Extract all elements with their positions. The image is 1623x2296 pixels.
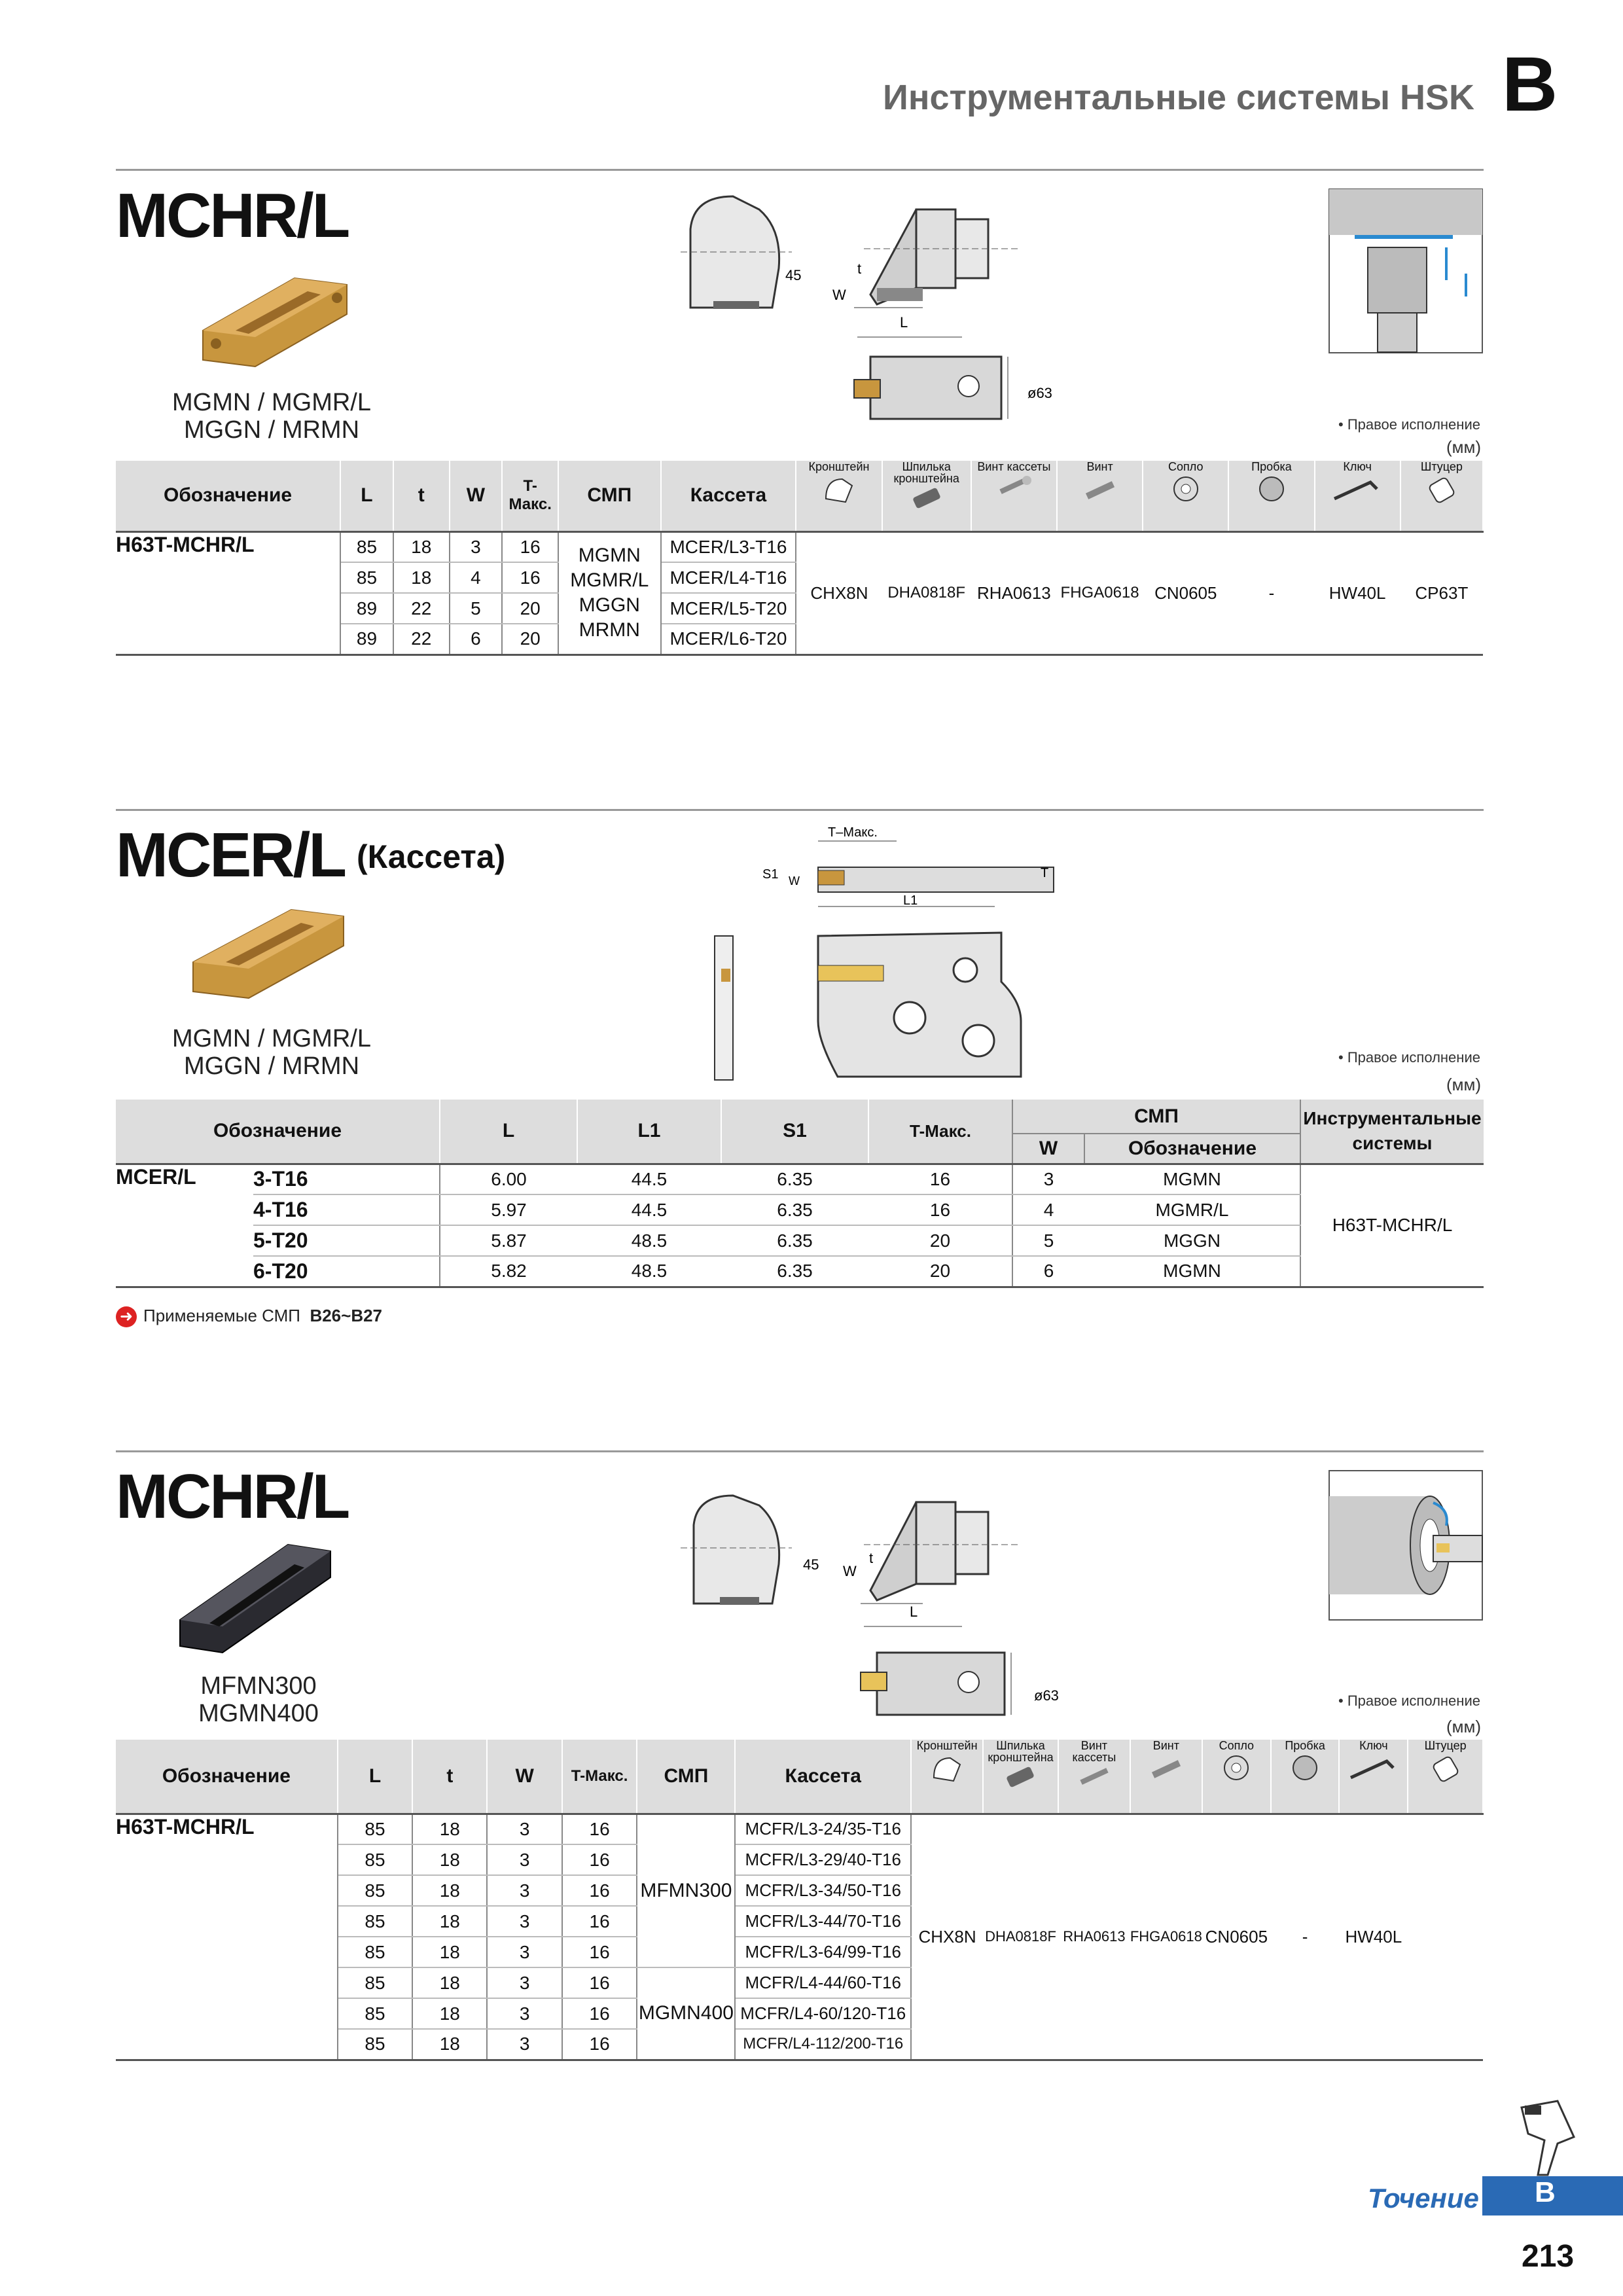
table-cell: 3 (487, 2029, 562, 2060)
col-header-label: Винт кассеты (977, 460, 1051, 473)
col-header-fitting (1400, 461, 1483, 531)
table-cell: 85 (338, 1844, 412, 1875)
smp-cell (558, 531, 660, 655)
section-divider (116, 169, 1484, 171)
table-cell: MGMR/L (1084, 1194, 1300, 1225)
insert-image-gold (190, 252, 360, 370)
table-cell: 16 (562, 2029, 637, 2060)
col-header-key (1339, 1740, 1408, 1814)
dim-label: 45 (785, 267, 802, 283)
col-header-cassette-screw (971, 461, 1057, 531)
table-cell: MCFR/L4-60/120-T16 (735, 1998, 911, 2029)
col-header: W (450, 461, 503, 531)
col-header-bracket-pin (882, 461, 971, 531)
dim-label: W (832, 287, 846, 303)
table-cell: 18 (393, 562, 450, 593)
insert-type-labels (151, 1025, 393, 1080)
dim-label: T–Макс. (828, 825, 878, 840)
dim-label: T (1041, 866, 1049, 880)
table-cell: 85 (338, 1814, 412, 1844)
table-cell: MCFR/L4-112/200-T16 (735, 2029, 911, 2060)
table-cell: 3 (487, 1814, 562, 1844)
part-cell: CN0605 (1143, 531, 1228, 655)
table-cell: 16 (562, 1937, 637, 1967)
col-header: Обозначение (116, 1740, 338, 1814)
table-cell: 18 (393, 531, 450, 562)
col-header: T-Макс. (868, 1100, 1012, 1164)
table-cell: 85 (338, 1937, 412, 1967)
col-header: Кассета (661, 461, 796, 531)
insert-image-dark (177, 1532, 340, 1656)
insert-type-labels (151, 389, 393, 444)
tool-holder-diagram (681, 190, 1073, 445)
insert-type-line: MGMN / MGMR/L (172, 1025, 371, 1052)
part-cell: CHX8N (911, 1814, 983, 2060)
plug-icon (1252, 473, 1291, 505)
col-header-bracket-pin (983, 1740, 1058, 1814)
table-cell: 6.00 (440, 1164, 577, 1194)
part-cell: - (1228, 531, 1314, 655)
table-cell: 5 (450, 593, 503, 624)
col-header: СМП (1012, 1100, 1300, 1134)
screw-icon (1147, 1751, 1186, 1784)
col-header: Обозначение (1084, 1134, 1300, 1164)
dim-label: ø63 (1034, 1687, 1059, 1704)
table-cell: 16 (562, 1844, 637, 1875)
table-cell: MCER/L6-T20 (661, 624, 796, 655)
part-cell: FHGA0618 (1057, 531, 1143, 655)
insert-type-labels (151, 1672, 366, 1727)
insert-type-line: MGMN / MGMR/L (172, 389, 371, 416)
nozzle-icon (1166, 473, 1205, 505)
table-cell: 85 (340, 562, 393, 593)
table-cell: 20 (502, 593, 558, 624)
table-cell: 18 (412, 1937, 487, 1967)
table-cell: 16 (562, 1875, 637, 1906)
table-cell: MCFR/L3-64/99-T16 (735, 1937, 911, 1967)
tool-holder-diagram (681, 1486, 1073, 1741)
col-header-label: Кронштейн (808, 460, 870, 473)
col-header-label: Ключ (1343, 460, 1372, 473)
col-header-fitting (1408, 1740, 1483, 1814)
insert-type-line: MGGN / MRMN (183, 1052, 360, 1080)
smp-cell: MFMN300 (637, 1814, 735, 1967)
dim-label: L (900, 314, 908, 331)
smp-line: MGGN (579, 594, 640, 616)
table-cell: MCER/L4-T16 (661, 562, 796, 593)
smp-line: MRMN (579, 619, 640, 641)
col-header-cassette-screw (1058, 1740, 1130, 1814)
pin-icon (1001, 1763, 1040, 1789)
table-cell: 3 (1012, 1164, 1084, 1194)
col-header-plug (1228, 461, 1314, 531)
table-cell: 20 (868, 1256, 1012, 1287)
table-cell: MCFR/L4-44/60-T16 (735, 1967, 911, 1998)
plug-icon (1285, 1751, 1325, 1784)
page-header-title: Инструментальные системы HSK (883, 78, 1474, 117)
dim-label: t (857, 260, 862, 277)
table-cell: 6 (1043, 1261, 1054, 1282)
dim-label: 45 (803, 1556, 819, 1573)
tool-system-cell: H63T-MCHR/L (1332, 1215, 1453, 1235)
col-header-label: Пробка (1251, 460, 1292, 473)
col-header-nozzle (1202, 1740, 1271, 1814)
dim-label: t (869, 1550, 874, 1566)
table-cell: 6.35 (721, 1164, 868, 1194)
table-cell: 6.35 (777, 1261, 813, 1282)
table-cell: 85 (338, 1875, 412, 1906)
col-header-nozzle (1143, 461, 1228, 531)
section-name: Точение (1368, 2183, 1479, 2214)
designation-cell: H63T-MCHR/L (116, 1814, 338, 2060)
col-header: СМП (637, 1740, 735, 1814)
hex-key-icon (1331, 473, 1383, 505)
table-cell: 16 (562, 1967, 637, 1998)
table-cell: 48.5 (631, 1261, 668, 1282)
screw-icon (1080, 473, 1120, 505)
right-hand-note: • Правое исполнение (1338, 416, 1480, 433)
table-cell: 16 (868, 1164, 1012, 1194)
cassette-diagram (707, 825, 1073, 1086)
table-cell: 6.35 (721, 1225, 868, 1256)
dim-label: W (789, 874, 800, 888)
fitting-icon (1422, 473, 1461, 505)
table-cell: 18 (412, 1814, 487, 1844)
table-cell: 3 (487, 1906, 562, 1937)
holder-spec-table (116, 461, 1484, 656)
section-divider (116, 1450, 1484, 1452)
col-header: СМП (558, 461, 660, 531)
table-cell: 3 (450, 531, 503, 562)
arrow-right-icon: ➜ (116, 1306, 137, 1327)
col-header: S1 (721, 1100, 868, 1164)
smp-cell: MGMN400 (637, 1967, 735, 2060)
table-cell: 85 (338, 1998, 412, 2029)
part-cell: HW40L (1315, 531, 1400, 655)
designation-cell: MCER/L (116, 1164, 196, 1189)
designation-sub-cell: 5-T20 (253, 1225, 440, 1256)
section-tab-letter: B (1535, 2176, 1556, 2208)
part-cell: RHA0613 (1058, 1814, 1130, 2060)
table-cell: MCFR/L3-29/40-T16 (735, 1844, 911, 1875)
table-cell: MGMN (1084, 1164, 1300, 1194)
table-cell: 5 (1012, 1225, 1084, 1256)
part-cell: CHX8N (796, 531, 882, 655)
section-divider (116, 809, 1484, 811)
holder-spec-table (116, 1740, 1484, 2061)
part-cell: - (1271, 1814, 1340, 2060)
screw-icon (994, 473, 1033, 499)
part-cell: DHA0818F (983, 1814, 1058, 2060)
table-cell: MCFR/L3-24/35-T16 (735, 1814, 911, 1844)
section-title: MCER/L (116, 820, 345, 890)
col-header: Инструментальные системы (1300, 1100, 1484, 1164)
part-cell-empty (1408, 1814, 1483, 2060)
col-header: L (440, 1100, 577, 1164)
table-cell: 16 (562, 1814, 637, 1844)
col-header: T-Макс. (502, 461, 558, 531)
insert-type-line: MGMN400 (198, 1700, 319, 1727)
col-header: L (338, 1740, 412, 1814)
col-header-screw (1130, 1740, 1202, 1814)
insert-type-line: MGGN / MRMN (183, 416, 360, 444)
application-sketch (1329, 1470, 1483, 1621)
table-cell: 22 (393, 593, 450, 624)
turning-tool-icon (1512, 2098, 1584, 2176)
table-cell: 3 (487, 1937, 562, 1967)
applicable-inserts-link[interactable] (116, 1306, 382, 1327)
table-cell: 44.5 (577, 1164, 721, 1194)
screw-icon (1075, 1763, 1114, 1789)
table-cell: MCFR/L3-44/70-T16 (735, 1906, 911, 1937)
table-cell: 18 (412, 2029, 487, 2060)
hex-key-icon (1347, 1751, 1400, 1784)
col-header-plug (1271, 1740, 1340, 1814)
fitting-icon (1426, 1751, 1465, 1784)
table-cell: 4 (1012, 1194, 1084, 1225)
cassette-spec-table (116, 1100, 1484, 1288)
table-cell: 18 (412, 1967, 487, 1998)
col-header-label: Штуцер (1424, 1739, 1467, 1752)
section-subtitle: (Кассета) (357, 838, 506, 875)
col-header-label: Винт кассеты (1072, 1739, 1116, 1764)
dim-label: S1 (762, 867, 779, 882)
col-header-label: Винт (1086, 460, 1113, 473)
application-sketch (1329, 188, 1483, 353)
table-cell: 85 (338, 2029, 412, 2060)
page-number: 213 (1522, 2239, 1575, 2274)
ref-label: Применяемые СМП (143, 1306, 300, 1325)
right-hand-note: • Правое исполнение (1338, 1693, 1480, 1709)
col-header-label: Винт (1152, 1739, 1179, 1752)
part-cell: RHA0613 (971, 531, 1057, 655)
col-header: W (1012, 1134, 1084, 1164)
unit-label: (мм) (1446, 1075, 1482, 1094)
col-header: W (487, 1740, 562, 1814)
col-header-label: Шпилька кронштейна (988, 1739, 1054, 1764)
table-cell: 85 (338, 1906, 412, 1937)
col-header: T-Макс. (562, 1740, 637, 1814)
designation-cell: H63T-MCHR/L (116, 531, 340, 655)
col-header-key (1315, 461, 1400, 531)
table-cell: 16 (562, 1906, 637, 1937)
pin-icon (907, 484, 946, 511)
table-cell: 16 (868, 1194, 1012, 1225)
section-title: MCHR/L (116, 1462, 349, 1532)
table-cell: MCFR/L3-34/50-T16 (735, 1875, 911, 1906)
table-cell: 18 (412, 1844, 487, 1875)
table-cell: 44.5 (577, 1194, 721, 1225)
table-cell: 89 (340, 624, 393, 655)
right-hand-note: • Правое исполнение (1338, 1049, 1480, 1066)
dim-label: L (910, 1604, 918, 1620)
table-cell: MCER/L3-T16 (661, 531, 796, 562)
smp-line: MGMN (578, 545, 641, 566)
part-cell: DHA0818F (882, 531, 971, 655)
table-cell: 16 (562, 1998, 637, 2029)
col-header: L1 (577, 1100, 721, 1164)
dim-label: L1 (903, 893, 918, 908)
col-header: Кассета (735, 1740, 911, 1814)
col-header-label: Шпилька кронштейна (893, 460, 959, 485)
designation-sub-cell: 4-T16 (253, 1194, 440, 1225)
unit-label: (мм) (1446, 1717, 1482, 1736)
table-cell: 22 (393, 624, 450, 655)
col-header: Обозначение (116, 461, 340, 531)
table-cell: 89 (340, 593, 393, 624)
col-header: L (340, 461, 393, 531)
col-header: t (393, 461, 450, 531)
ref-pages: B26~B27 (310, 1306, 383, 1325)
table-cell: 18 (412, 1906, 487, 1937)
part-cell: CP63T (1400, 531, 1483, 655)
col-header-bracket (796, 461, 882, 531)
table-cell: MGGN (1084, 1225, 1300, 1256)
table-cell: 85 (340, 531, 393, 562)
smp-line: MGMR/L (570, 569, 649, 591)
table-cell: 20 (868, 1225, 1012, 1256)
part-cell: CN0605 (1202, 1814, 1271, 2060)
part-cell: FHGA0618 (1130, 1814, 1202, 2060)
part-cell: HW40L (1339, 1814, 1408, 2060)
section-title: MCHR/L (116, 181, 349, 251)
col-header: t (412, 1740, 487, 1814)
table-cell: 3 (487, 1875, 562, 1906)
table-cell: 20 (502, 624, 558, 655)
table-cell: 4 (450, 562, 503, 593)
table-cell: 18 (412, 1998, 487, 2029)
col-header-label: Сопло (1219, 1739, 1255, 1752)
table-cell: 5.87 (440, 1225, 577, 1256)
col-header-label: Штуцер (1420, 460, 1463, 473)
table-cell: MGMN (1084, 1256, 1300, 1287)
bracket-icon (819, 473, 859, 505)
table-cell: 16 (502, 562, 558, 593)
table-cell: 3 (487, 1844, 562, 1875)
table-cell: 48.5 (577, 1225, 721, 1256)
col-header-label: Кронштейн (916, 1739, 978, 1752)
table-cell: MCER/L5-T20 (661, 593, 796, 624)
table-cell: 5.97 (440, 1194, 577, 1225)
bracket-icon (927, 1751, 967, 1784)
col-header-bracket (911, 1740, 983, 1814)
table-cell: 18 (412, 1875, 487, 1906)
table-cell: 3 (487, 1998, 562, 2029)
table-cell: 5.82 (440, 1256, 577, 1287)
designation-sub-cell: 6-T20 (253, 1259, 308, 1283)
table-cell: 3 (487, 1967, 562, 1998)
table-cell: 16 (502, 531, 558, 562)
col-header-label: Пробка (1285, 1739, 1325, 1752)
table-cell: 6.35 (721, 1194, 868, 1225)
insert-type-line: MFMN300 (200, 1672, 317, 1700)
col-header-screw (1057, 461, 1143, 531)
col-header-label: Ключ (1359, 1739, 1388, 1752)
nozzle-icon (1217, 1751, 1256, 1784)
col-header: Обозначение (116, 1100, 440, 1164)
dim-label: W (843, 1563, 857, 1579)
chapter-letter: B (1502, 41, 1558, 128)
designation-sub-cell: 3-T16 (253, 1164, 440, 1194)
insert-image-gold (187, 890, 357, 1001)
table-cell: 85 (338, 1967, 412, 1998)
table-cell: 6 (450, 624, 503, 655)
unit-label: (мм) (1446, 437, 1482, 457)
dim-label: ø63 (1027, 385, 1052, 401)
col-header-label: Сопло (1168, 460, 1204, 473)
